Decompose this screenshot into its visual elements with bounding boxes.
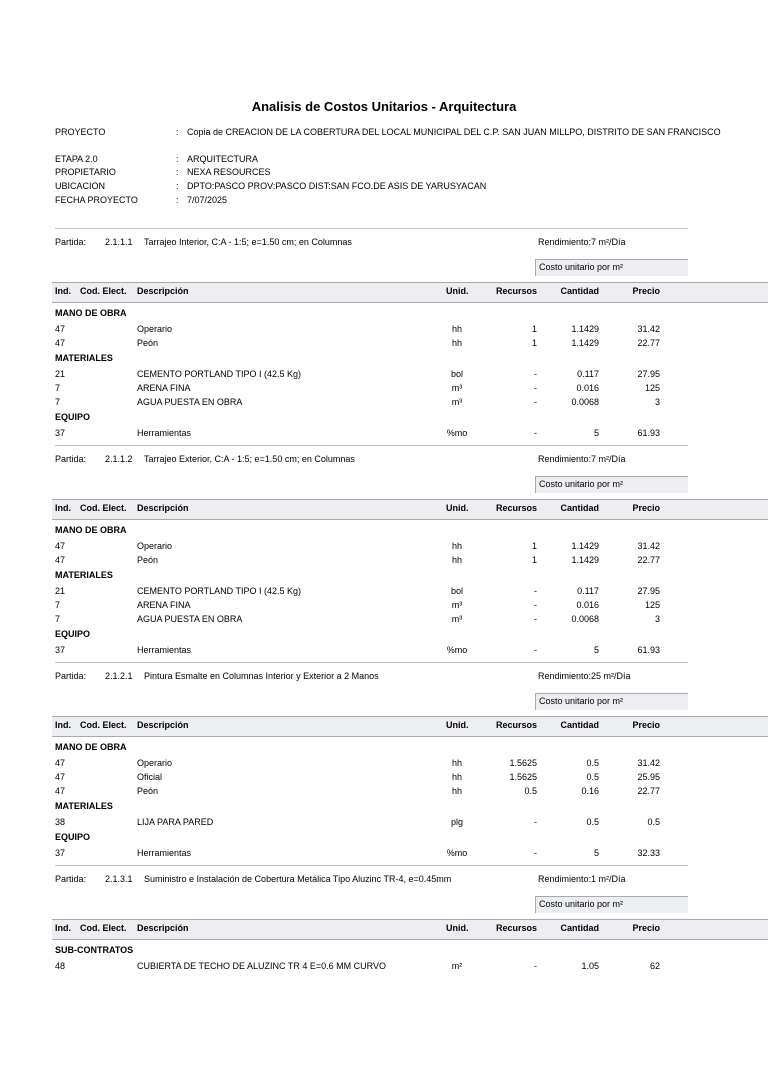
cell-recursos: - (534, 645, 537, 655)
cell-ind: 47 (55, 786, 66, 796)
cell-recursos: - (534, 397, 537, 407)
cell-descripcion: LIJA PARA PARED (137, 817, 214, 827)
cell-precio: 3 (654, 614, 660, 624)
cell-precio: 3 (654, 397, 660, 407)
table-row (0, 645, 768, 658)
table-row (0, 338, 768, 351)
partida-description: Suministro e Instalación de Cobertura Metálica Tipo Aluzinc TR-4, e=0.45mm (144, 874, 452, 884)
cell-cantidad: 0.0068 (571, 397, 599, 407)
cell-descripcion: AGUA PUESTA EN OBRA (137, 614, 243, 624)
partida-code: 2.1.3.1 (105, 874, 133, 884)
table-row (0, 541, 768, 554)
cell-unid: hh (451, 324, 462, 334)
cell-cantidad: 1.1429 (571, 338, 599, 348)
table-row (0, 848, 768, 861)
header-label: FECHA PROYECTO (55, 195, 138, 205)
cell-unid: hh (451, 541, 462, 551)
group-heading: EQUIPO (55, 412, 91, 422)
cell-ind: 7 (55, 614, 61, 624)
cell-cantidad: 1.1429 (571, 541, 599, 551)
col-ind: Ind. (55, 286, 71, 296)
cell-descripcion: Oficial (137, 772, 163, 782)
col-cod-elect: Cod. Elect. (80, 720, 127, 730)
cell-unid: plg (450, 817, 463, 827)
col-precio: Precio (632, 720, 660, 730)
cell-unid: hh (451, 786, 462, 796)
cell-recursos: - (534, 848, 537, 858)
partida-section (0, 662, 768, 879)
section-divider (55, 662, 688, 663)
header-colon: : (176, 195, 179, 205)
cell-descripcion: Operario (137, 324, 173, 334)
cell-precio: 32.33 (637, 848, 660, 858)
partida-line (55, 454, 755, 466)
header-label: ETAPA 2.0 (55, 154, 98, 164)
cell-unid: hh (451, 758, 462, 768)
col-unid: Unid. (446, 923, 469, 933)
table-header (52, 919, 768, 940)
col-descripcion: Descripción (137, 923, 189, 933)
cell-recursos: 0.5 (524, 786, 537, 796)
col-unid: Unid. (446, 286, 469, 296)
table-header (52, 716, 768, 737)
cell-recursos: - (534, 383, 537, 393)
cell-cantidad: 5 (593, 645, 599, 655)
col-unid: Unid. (446, 503, 469, 513)
col-descripcion: Descripción (137, 503, 189, 513)
cell-ind: 21 (55, 369, 66, 379)
partida-rendimiento: Rendimiento:7 m²/Día (538, 237, 626, 247)
cell-unid: %mo (446, 645, 468, 655)
header-value: Copia de CREACION DE LA COBERTURA DEL LOCAL MUNICIPAL DEL C.P. SAN JUAN MILLPO, DISTRITO DE SAN FRANCISCO (187, 127, 721, 137)
col-cantidad: Cantidad (560, 923, 599, 933)
cell-cantidad: 0.16 (581, 786, 599, 796)
partida-line (55, 237, 755, 249)
group-heading: MATERIALES (55, 570, 113, 580)
header-colon: : (176, 167, 179, 177)
col-descripcion: Descripción (137, 720, 189, 730)
col-ind: Ind. (55, 720, 71, 730)
costo-unitario-box: Costo unitario por m² (535, 476, 688, 493)
cell-descripcion: Herramientas (137, 645, 192, 655)
cell-precio: 27.95 (637, 369, 660, 379)
table-row (0, 758, 768, 771)
col-precio: Precio (632, 286, 660, 296)
header-value: DPTO:PASCO PROV:PASCO DIST:SAN FCO.DE ASIS DE YARUSYACAN (187, 181, 487, 191)
costo-unitario-box: Costo unitario por m² (535, 693, 688, 710)
table-row (0, 772, 768, 785)
table-row (0, 600, 768, 613)
header-label: UBICACION (55, 181, 106, 191)
cell-precio: 22.77 (637, 338, 660, 348)
cell-ind: 7 (55, 383, 61, 393)
table-row (0, 614, 768, 627)
header-row-etapa (55, 154, 755, 167)
partida-rendimiento: Rendimiento:7 m²/Día (538, 454, 626, 464)
header-row-propietario (55, 167, 755, 180)
cell-descripcion: Peón (137, 338, 159, 348)
cell-unid: bol (450, 586, 463, 596)
cell-ind: 47 (55, 772, 66, 782)
cell-recursos: - (534, 369, 537, 379)
cell-descripcion: Peón (137, 555, 159, 565)
partida-rendimiento: Rendimiento:1 m²/Día (538, 874, 626, 884)
col-unid: Unid. (446, 720, 469, 730)
header-label: PROYECTO (55, 127, 106, 137)
cell-unid: m³ (451, 397, 463, 407)
cell-precio: 25.95 (637, 772, 660, 782)
cell-descripcion: ARENA FINA (137, 383, 191, 393)
cell-cantidad: 0.016 (576, 600, 599, 610)
group-heading: SUB-CONTRATOS (55, 945, 134, 955)
table-row (0, 786, 768, 799)
group-heading: EQUIPO (55, 629, 91, 639)
group-heading: EQUIPO (55, 832, 91, 842)
cell-unid: hh (451, 338, 462, 348)
partida-description: Pintura Esmalte en Columnas Interior y Exterior a 2 Manos (144, 671, 379, 681)
section-divider (55, 445, 688, 446)
cell-precio: 27.95 (637, 586, 660, 596)
partida-description: Tarrajeo Interior, C:A - 1:5; e=1.50 cm; en Columnas (144, 237, 352, 247)
col-cod-elect: Cod. Elect. (80, 503, 127, 513)
cell-ind: 47 (55, 541, 66, 551)
col-ind: Ind. (55, 503, 71, 513)
table-row (0, 817, 768, 830)
header-row-ubicacion (55, 181, 755, 194)
cell-cantidad: 0.5 (586, 758, 599, 768)
cell-precio: 31.42 (637, 758, 660, 768)
partida-section (0, 228, 768, 445)
header-value: NEXA RESOURCES (187, 167, 271, 177)
partida-line (55, 671, 755, 683)
group-heading: MANO DE OBRA (55, 742, 127, 752)
partida-label: Partida: (55, 671, 87, 681)
cell-recursos: - (534, 586, 537, 596)
table-row (0, 324, 768, 337)
header-colon: : (176, 181, 179, 191)
table-row (0, 383, 768, 396)
table-row (0, 586, 768, 599)
col-descripcion: Descripción (137, 286, 189, 296)
cell-descripcion: Herramientas (137, 428, 192, 438)
cell-cantidad: 0.5 (586, 772, 599, 782)
cell-precio: 22.77 (637, 786, 660, 796)
cell-precio: 61.93 (637, 428, 660, 438)
col-cantidad: Cantidad (560, 503, 599, 513)
partida-code: 2.1.2.1 (105, 671, 133, 681)
cell-recursos: 1 (531, 541, 537, 551)
document-title: Analisis de Costos Unitarios - Arquitectura (251, 99, 517, 114)
table-row (0, 961, 768, 974)
section-divider (55, 865, 688, 866)
cell-ind: 37 (55, 848, 66, 858)
cell-ind: 37 (55, 645, 66, 655)
header-value: 7/07/2025 (187, 195, 228, 205)
cell-recursos: - (534, 961, 537, 971)
cell-recursos: 1.5625 (509, 758, 537, 768)
col-recursos: Recursos (495, 923, 537, 933)
partida-section (0, 445, 768, 662)
cell-recursos: 1 (531, 555, 537, 565)
cell-cantidad: 5 (593, 848, 599, 858)
cell-descripcion: Peón (137, 786, 159, 796)
partida-section (0, 865, 768, 1082)
cell-unid: m² (451, 961, 463, 971)
cell-cantidad: 0.016 (576, 383, 599, 393)
header-value: ARQUITECTURA (187, 154, 259, 164)
group-heading: MATERIALES (55, 353, 113, 363)
cell-descripcion: AGUA PUESTA EN OBRA (137, 397, 243, 407)
cell-descripcion: CEMENTO PORTLAND TIPO I (42.5 Kg) (137, 369, 302, 379)
cell-descripcion: Operario (137, 758, 173, 768)
cell-recursos: - (534, 614, 537, 624)
col-recursos: Recursos (495, 503, 537, 513)
cell-ind: 7 (55, 397, 61, 407)
cell-descripcion: CEMENTO PORTLAND TIPO I (42.5 Kg) (137, 586, 302, 596)
col-cod-elect: Cod. Elect. (80, 286, 127, 296)
cell-recursos: 1 (531, 338, 537, 348)
cell-cantidad: 1.05 (581, 961, 599, 971)
cell-ind: 47 (55, 555, 66, 565)
cell-precio: 62 (649, 961, 660, 971)
header-label: PROPIETARIO (55, 167, 116, 177)
cell-precio: 0.5 (647, 817, 660, 827)
col-cod-elect: Cod. Elect. (80, 923, 127, 933)
table-row (0, 428, 768, 441)
col-recursos: Recursos (495, 720, 537, 730)
cell-recursos: 1 (531, 324, 537, 334)
cell-unid: hh (451, 555, 462, 565)
col-cantidad: Cantidad (560, 720, 599, 730)
group-heading: MATERIALES (55, 801, 113, 811)
cell-recursos: - (534, 600, 537, 610)
table-header (52, 499, 768, 520)
section-divider (55, 228, 688, 229)
cell-descripcion: CUBIERTA DE TECHO DE ALUZINC TR 4 E=0.6 MM CURVO (137, 961, 386, 971)
cell-ind: 37 (55, 428, 66, 438)
partida-rendimiento: Rendimiento:25 m²/Día (538, 671, 631, 681)
cell-cantidad: 0.5 (586, 817, 599, 827)
cell-descripcion: Herramientas (137, 848, 192, 858)
cell-descripcion: Operario (137, 541, 173, 551)
cell-ind: 38 (55, 817, 66, 827)
partida-line (55, 874, 755, 886)
cell-ind: 21 (55, 586, 66, 596)
table-row (0, 555, 768, 568)
cell-precio: 125 (644, 383, 660, 393)
cell-precio: 22.77 (637, 555, 660, 565)
partida-label: Partida: (55, 874, 87, 884)
header-row-fecha (55, 195, 755, 208)
cell-unid: bol (450, 369, 463, 379)
cell-precio: 31.42 (637, 324, 660, 334)
cell-descripcion: ARENA FINA (137, 600, 191, 610)
col-precio: Precio (632, 503, 660, 513)
cell-ind: 47 (55, 324, 66, 334)
header-colon: : (176, 154, 179, 164)
group-heading: MANO DE OBRA (55, 308, 127, 318)
cell-cantidad: 5 (593, 428, 599, 438)
col-recursos: Recursos (495, 286, 537, 296)
table-row (0, 397, 768, 410)
cell-unid: m³ (451, 600, 463, 610)
costo-unitario-box: Costo unitario por m² (535, 896, 688, 913)
col-cantidad: Cantidad (560, 286, 599, 296)
cell-unid: hh (451, 772, 462, 782)
cell-cantidad: 1.1429 (571, 324, 599, 334)
col-precio: Precio (632, 923, 660, 933)
cell-recursos: - (534, 817, 537, 827)
cell-ind: 48 (55, 961, 66, 971)
cell-unid: m³ (451, 614, 463, 624)
cell-ind: 7 (55, 600, 61, 610)
partida-label: Partida: (55, 237, 87, 247)
cell-cantidad: 0.117 (577, 369, 599, 379)
cell-ind: 47 (55, 758, 66, 768)
cell-recursos: 1.5625 (509, 772, 537, 782)
cell-unid: %mo (446, 848, 468, 858)
cell-recursos: - (534, 428, 537, 438)
table-header (52, 282, 768, 303)
cell-ind: 47 (55, 338, 66, 348)
col-ind: Ind. (55, 923, 71, 933)
cell-unid: %mo (446, 428, 468, 438)
cell-precio: 31.42 (637, 541, 660, 551)
cell-precio: 125 (644, 600, 660, 610)
partida-label: Partida: (55, 454, 87, 464)
cell-cantidad: 0.117 (577, 586, 599, 596)
table-row (0, 369, 768, 382)
header-colon: : (176, 127, 179, 137)
partida-code: 2.1.1.1 (105, 237, 133, 247)
cell-precio: 61.93 (637, 645, 660, 655)
partida-code: 2.1.1.2 (105, 454, 133, 464)
cell-cantidad: 0.0068 (571, 614, 599, 624)
costo-unitario-box: Costo unitario por m² (535, 259, 688, 276)
cell-cantidad: 1.1429 (571, 555, 599, 565)
cell-unid: m³ (451, 383, 463, 393)
group-heading: MANO DE OBRA (55, 525, 127, 535)
header-row-proyecto (55, 127, 755, 140)
partida-description: Tarrajeo Exterior, C:A - 1:5; e=1.50 cm; en Columnas (144, 454, 355, 464)
